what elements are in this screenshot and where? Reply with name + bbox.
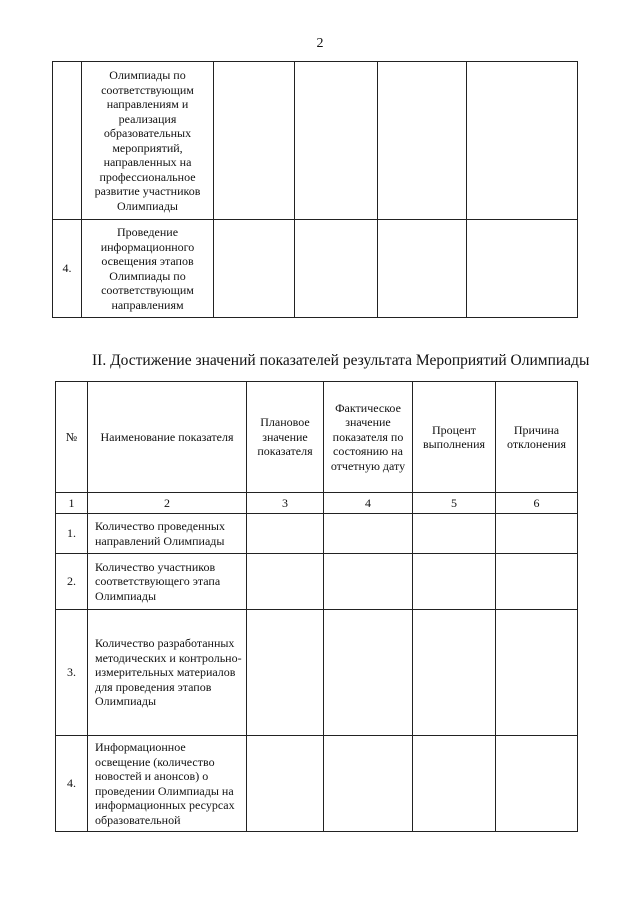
table-row [56,736,578,832]
column-number: 6 [496,493,578,514]
column-number: 3 [247,493,324,514]
header-indicator-name: Наименование показателя [88,382,247,493]
empty-cell [247,554,324,610]
empty-cell [378,220,467,318]
empty-cell [247,610,324,736]
table-row [53,62,578,220]
header-planned-value: Плановое значение показателя [247,382,324,493]
empty-cell [295,62,378,220]
row-number-cell: 2. [56,554,88,610]
empty-cell [413,736,496,832]
empty-cell [467,62,578,220]
empty-cell [324,736,413,832]
event-name-cell: Олимпиады по соответствующим направлениям и реализация образовательных мероприятий, направленных на профессиональное развитие участников Олимпиады [82,62,214,220]
table-header-row [56,382,578,493]
empty-cell [496,610,578,736]
table-row [56,514,578,554]
empty-cell [467,220,578,318]
table-row [53,220,578,318]
header-actual-value: Фактическое значение показателя по состоянию на отчетную дату [324,382,413,493]
row-number-cell [53,62,82,220]
indicator-name-cell: Количество разработанных методических и контрольно-измерительных материалов для проведения этапов Олимпиады [88,610,247,736]
header-completion-percent: Процент выполнения [413,382,496,493]
empty-cell [496,514,578,554]
empty-cell [378,62,467,220]
indicator-name-cell: Информационное освещение (количество новостей и анонсов) о проведении Олимпиады на информационных ресурсах образовательной [88,736,247,832]
empty-cell [214,62,295,220]
header-number: № [56,382,88,493]
column-number: 5 [413,493,496,514]
empty-cell [247,514,324,554]
row-number-cell: 4. [56,736,88,832]
event-name-cell: Проведение информационного освещения этапов Олимпиады по соответствующим направлениям [82,220,214,318]
column-numbers-row [56,493,578,514]
empty-cell [247,736,324,832]
column-number: 2 [88,493,247,514]
table-row [56,554,578,610]
row-number-cell: 1. [56,514,88,554]
empty-cell [295,220,378,318]
row-number-cell: 4. [53,220,82,318]
empty-cell [496,736,578,832]
empty-cell [324,554,413,610]
empty-cell [214,220,295,318]
row-number-cell: 3. [56,610,88,736]
empty-cell [324,514,413,554]
section-heading: II. Достижение значений показателей результата Мероприятий Олимпиады [92,352,590,369]
results-table-continuation [52,61,578,318]
empty-cell [413,514,496,554]
page-number: 2 [316,36,324,51]
empty-cell [496,554,578,610]
header-deviation-reason: Причина отклонения [496,382,578,493]
indicator-name-cell: Количество участников соответствующего этапа Олимпиады [88,554,247,610]
empty-cell [413,554,496,610]
column-number: 1 [56,493,88,514]
indicators-table [55,381,578,832]
empty-cell [413,610,496,736]
column-number: 4 [324,493,413,514]
indicator-name-cell: Количество проведенных направлений Олимпиады [88,514,247,554]
table-row [56,610,578,736]
empty-cell [324,610,413,736]
